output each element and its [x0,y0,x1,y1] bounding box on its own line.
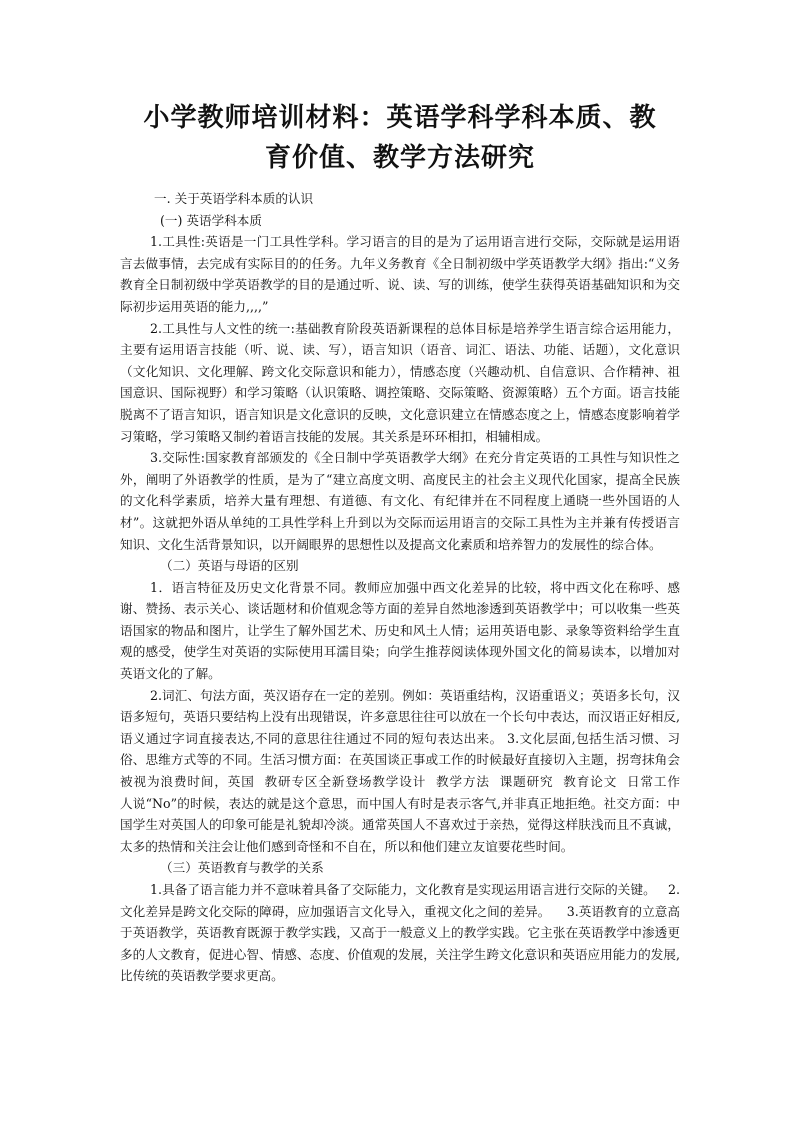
paragraph-instrumentality: 1.工具性:英语是一门工具性学科。学习语言的目的是为了运用语言进行交际，交际就是运用语言去做事情，去完成有实际目的的任务。九年义务教育《全日制初级中学英语教学大纲》指出:“义务教育全日制初级中学英语教学的目的是通过听、说、读、写的训练，使学生获得英语基础知识和为交际初步运用英语的能力,,,,” [120,234,680,314]
subsection-heading-2: （二）英语与母语的区别 [160,558,299,574]
paragraph-communicative: 3.交际性:国家教育部颁发的《全日制中学英语教学大纲》在充分肯定英语的工具性与知识性之外，阐明了外语教学的性质，是为了“建立高度文明、高度民主的社会主义现代化国家，提高全民族的文化科学素质，培养大量有理想、有道德、有文化、有纪律并在不同程度上通晓一些外国语的人材”。这就把外语从单纯的工具性学科上升到以为交际而运用语言的交际工具性为主并兼有传授语言知识、文化生活背景知识，以开阔眼界的思想性以及提高文化素质和培养智力的发展性的综合体。 [120,450,680,552]
paragraph-language-features: 1．语言特征及历史文化背景不同。教师应加强中西文化差异的比较，将中西文化在称呼、感谢、赞扬、表示关心、谈话题材和价值观念等方面的差异自然地渗透到英语教学中；可以收集一些英语国家的物品和图片，让学生了解外国艺术、历史和风土人情；运用英语电影、录象等资料给学生直观的感受，使学生对英语的实际使用耳濡目染；向学生推荐阅读体现外国文化的简易读本，以增加对英语文化的了解。 [120,579,680,682]
title-line-1: 小学教师培训材料：英语学科学科本质、教 [143,103,657,133]
subsection-heading-3: （三）英语教育与教学的关系 [160,860,324,876]
paragraph-vocabulary-syntax: 2.词汇、句法方面，英汉语存在一定的差别。例如：英语重结构，汉语重语义；英语多长句，汉语多短句，英语只要结构上没有出现错误，许多意思往往可以放在一个长句中表达，而汉语正好相反,语义通过字词直接表达,不同的意思往往通过不同的短句表达出来。 3.文化层面,包括生活习惯、习俗、思维方式等的不同。生活习惯方面：在英国谈正事或工作的时候最好直接切入主题，拐弯抹角会被视为浪费时间，英国 教研专区全新登场教学设计 教学方法 课题研究 教育论文 日常工作 人说“No”的时候，表达的就是这个意思，而中国人有时是表示客气,并非真正地拒绝。社交方面：中国学生对英国人的印象可能是礼貌却冷淡。通常英国人不喜欢过于亲热，觉得这样肤浅而且不真诚，太多的热情和关注会让他们感到奇怪和不自在，所以和他们建立友谊要花些时间。 [120,687,713,854]
document-title [120,98,680,178]
paragraph-unity: 2.工具性与人文性的统一:基础教育阶段英语新课程的总体目标是培养学生语言综合运用能力，主要有运用语言技能（听、说、读、写），语言知识（语音、词汇、语法、功能、话题），文化意识（文化知识、文化理解、跨文化交际意识和能力），情感态度（兴趣动机、自信意识、合作精神、祖国意识、国际视野）和学习策略（认识策略、调控策略、交际策略、资源策略）五个方面。语言技能脱离不了语言知识，语言知识是文化意识的反映，文化意识建立在情感态度之上，情感态度影响着学习策略，学习策略又制约着语言技能的发展。其关系是环环相扣，相辅相成。 [120,320,680,444]
subsection-heading-1: (一) 英语学科本质 [160,212,262,228]
paragraph-education-teaching: 1.具备了语言能力并不意味着具备了交际能力，文化教育是实现运用语言进行交际的关键。 2.文化差异是跨文化交际的障碍，应加强语言文化导入，重视文化之间的差异。 3.英语教育的立意高于英语教学，英语教育既源于教学实践，又高于一般意义上的教学实践。它主张在英语教学中渗透更多的人文教育，促进心智、情感、态度、价值观的发展，关注学生跨文化意识和英语应用能力的发展,比传统的英语教学要求更高。 [120,882,680,984]
title-line-2: 育价值、教学方法研究 [264,143,535,173]
document-body [120,188,713,987]
section-heading-1: 一. 关于英语学科本质的认识 [154,191,314,206]
